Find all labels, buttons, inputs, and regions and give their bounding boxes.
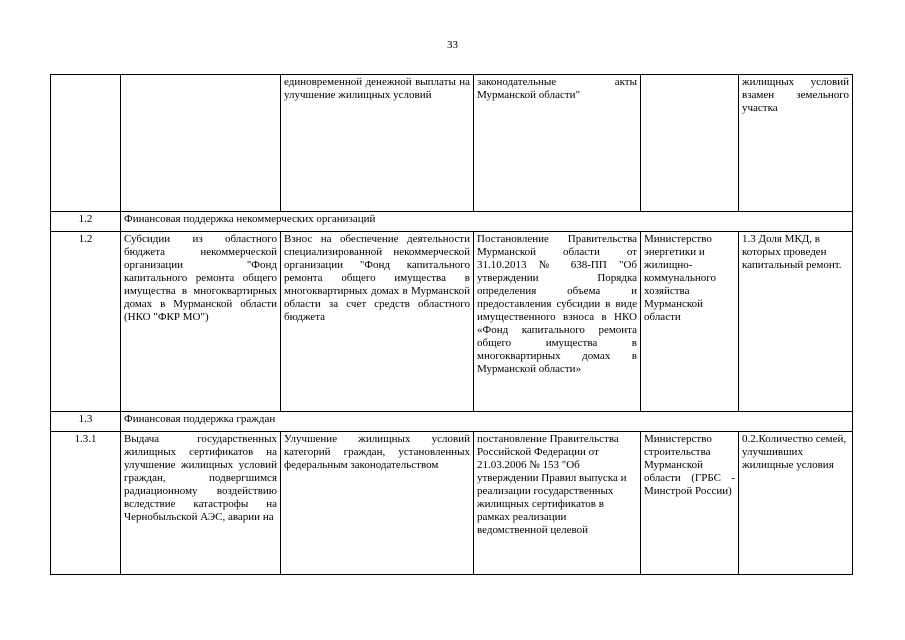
section-title: Финансовая поддержка некоммерческих организаций <box>121 212 853 232</box>
section-row <box>51 212 853 232</box>
page-number: 33 <box>447 39 458 51</box>
event-cell <box>121 75 281 212</box>
indicator-cell: жилищных условий взамен земельного участка <box>739 75 853 212</box>
event-cell: Выдача государственных жилищных сертификатов на улучшение жилищных условий граждан, подвергшимся радиационному воздействию вследствие катастрофы на Чернобыльской АЭС, аварии на <box>121 432 281 575</box>
section-row <box>51 412 853 432</box>
executor-cell: Министерство энергетики и жилищно-коммунального хозяйства Мурманской области <box>641 232 739 412</box>
table-row <box>51 75 853 212</box>
row-number <box>51 75 121 212</box>
legal-basis-cell: законодательные акты Мурманской области" <box>474 75 641 212</box>
event-cell: Субсидии из областного бюджета некоммерческой организации "Фонд капитального ремонта общего имущества в многоквартирных домах в Мурманской области (НКО "ФКР МО") <box>121 232 281 412</box>
table-row <box>51 432 853 575</box>
legal-basis-cell: Постановление Правительства Мурманской области от 31.10.2013 № 638-ПП "Об утверждении Порядка определения объема и предоставления субсидии в виде имущественного взноса в НКО «Фонд капитального ремонта общего имущества в многоквартирных домах в Мурманской области» <box>474 232 641 412</box>
table-row <box>51 232 853 412</box>
description-cell: единовременной денежной выплаты на улучшение жилищных условий <box>281 75 474 212</box>
row-number: 1.3 <box>51 412 121 432</box>
row-number: 1.2 <box>51 212 121 232</box>
executor-cell: Министерство строительства Мурманской области (ГРБС - Минстрой России) <box>641 432 739 575</box>
description-cell: Взнос на обеспечение деятельности специализированной некоммерческой организации "Фонд капитального ремонта общего имущества в многоквартирных домах в Мурманской области за счет средств областного бюджета <box>281 232 474 412</box>
indicator-cell: 1.3 Доля МКД, в которых проведен капитальный ремонт. <box>739 232 853 412</box>
legal-basis-cell: постановление Правительства Российской Федерации от 21.03.2006 № 153 "Об утверждении Правил выпуска и реализации государственных жилищных сертификатов в рамках реализации ведомственной целевой <box>474 432 641 575</box>
program-table <box>50 74 853 575</box>
section-title: Финансовая поддержка граждан <box>121 412 853 432</box>
indicator-cell: 0.2.Количество семей, улучшивших жилищные условия <box>739 432 853 575</box>
description-cell: Улучшение жилищных условий категорий граждан, установленных федеральным законодательством <box>281 432 474 575</box>
row-number: 1.3.1 <box>51 432 121 575</box>
executor-cell <box>641 75 739 212</box>
row-number: 1.2 <box>51 232 121 412</box>
